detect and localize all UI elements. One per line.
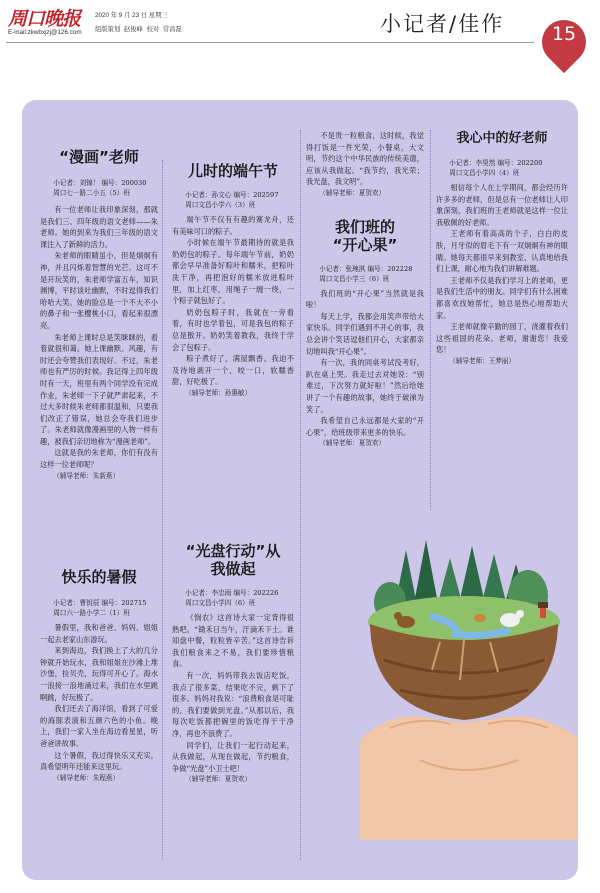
paragraph: 小时候在端午节最期待的就是我奶奶包的粽子。每年端午节前，奶奶都会早早准备好粽叶和糯米，把粽叶洗干净，再把泡好的糯米放进粽叶里，加上红枣，用绳子一缠一绕，一个粽子就包好了。 (172, 238, 294, 306)
article-title-part: 我们班的 (334, 217, 395, 236)
masthead-logo: 周口晚报 (8, 8, 81, 30)
article-title-part: “光盘行动”从 (185, 542, 281, 560)
paragraph: 这个暑假，我过得快乐又充实，真希望明年还能来这里玩。 (40, 750, 158, 772)
article-clean-plate (172, 542, 294, 786)
paragraph: 来到海边，我们换上了大的几分钟就开始玩水，我和姐姐在沙滩上堆沙堡，捡贝壳，玩得可开心了。海水一浪接一浪地涌过来，我们在水里跳啊跳，好玩极了。 (40, 646, 158, 702)
author-line: 小记者：张琬淇 编号：202228 (319, 264, 413, 273)
page-header (0, 0, 600, 52)
paragraph: 《悯农》这首诗大家一定背得很熟吧。“锄禾日当午，汗滴禾下土。谁知盘中餐，粒粒皆辛苦。”这首诗告诉我们粮食来之不易，我们要珍惜粮食。 (172, 613, 294, 669)
article-title: 快乐的暑假 (61, 568, 137, 586)
paragraph: 粽子煮好了，满屋飘香。我迫不及待地剥开一个，咬一口，软糯香甜，好吃极了。 (172, 354, 294, 387)
column-divider (300, 130, 301, 860)
hands (360, 716, 578, 840)
article-happy-summer (40, 568, 158, 784)
paragraph: 王老师有着高高的个子，白白的皮肤，月牙似的眉毛下有一双炯炯有神的眼睛。她每天都很早来到教室，认真地给我们上课，耐心地为我们讲解难题。 (436, 229, 568, 274)
staff-credits: 组版策划 赵俊峰 校对 常昌磊 (95, 26, 182, 33)
advisor-credit: （辅导老师：夏贺欢） (185, 775, 252, 784)
article-title (40, 148, 158, 166)
paragraph: 有一次，妈妈带我去饭店吃饭，我点了很多菜，结果吃不完，剩下了很多。妈妈对我说：“浪费粮食是可耻的，我们要做到光盘。”从那以后，我每次吃饭都把碗里的饭吃得干干净净，再也不浪费了。 (172, 670, 294, 738)
advisor-credit: （辅导老师：朱程燕） (53, 773, 120, 782)
paragraph: 有一位老师让我印象深刻，那就是我们三、四年级的语文老师——朱老师。她的到来为我们三年级的语文课注入了新鲜的活力。 (40, 205, 158, 249)
paragraph: 王老师不仅是我们学习上的老师，更是我们生活中的朋友。同学们有什么困难都喜欢找她帮忙，她总是热心地帮助大家。 (436, 275, 568, 320)
column-divider (430, 130, 431, 550)
article-title-part: 老师 (108, 148, 139, 166)
author-line: 小记者：孙文心 编号：202597 (185, 191, 279, 199)
advisor-credit: （辅导老师：孙惠敏） (185, 388, 252, 397)
section-title: 小记者/佳作 (380, 12, 505, 36)
paragraph: 我们还去了海洋馆，看到了可爱的海豚表演和五颜六色的小鱼。晚上，我们一家人坐在海边看星星，听爸爸讲故事。 (40, 704, 158, 748)
paragraph: 我们班的“开心果”当然就是我啦！ (306, 288, 424, 310)
author-line: 小记者：李昊然 编号：202200 (449, 159, 543, 167)
paragraph: 有一次，我的同桌考试没考好，趴在桌上哭。我走过去对她说：“别难过，下次努力就好啦！”然后给她讲了一个有趣的故事，她终于破涕为笑了。 (306, 358, 424, 414)
paragraph: 同学们，让我们一起行动起来，从我做起，从现在做起，节约粮食，争做“光盘”小卫士吧！ (172, 740, 294, 773)
author-line: 小记者：曹钥辰 编号：202715 (53, 599, 147, 607)
article-title (306, 218, 424, 254)
school-line: 周口七一路二小五（5）班 (53, 189, 130, 197)
article-title: 我心中的好老师 (456, 131, 548, 146)
author-line: 小记者：刘锦！ 编号：200030 (53, 179, 147, 187)
contact-email[interactable]: E-mail:zkwbxjzj@126.com (8, 29, 82, 36)
article-title: 儿时的端午节 (187, 162, 278, 180)
paragraph: 朱老师上课时总是笑眯眯的，看着就很和蔼。她上课幽默、风趣，有时还会夸赞我们表现好。不过，朱老师也有严厉的时候。我记得上四年级时有一天，班里有两个同学没有完成作业，朱老师一下子就严肃起来，不过大多时候朱老师都很温和，只要我们改正了错误，她总会夸我们进步了。朱老师就像漫画里的人物一样有趣，被我们亲切地称为“漫画老师”。 (40, 332, 158, 446)
school-line: 周口文昌小学三（6）班 (319, 274, 390, 283)
paragraph: 暑假里，我和爸爸、妈妈、姐姐一起去老家山东游玩。 (40, 623, 158, 644)
article-title-part: 我做起 (210, 560, 256, 578)
page-number: 15 (551, 23, 577, 45)
paragraph: 这就是我的朱老师，你们有没有这样一位老师呢？ (40, 448, 158, 470)
paragraph: 不是贵一粒粮食，这时候，我觉得打饭是一件光荣，小餐桌，大文明，节约这个中华民族的传统美德，应该从我做起。“我节约，我光荣；我光盘，我文明”。 (306, 131, 424, 187)
paragraph: 朱老师的眼睛虽小，但是炯炯有神，并且闪烁着智慧的光芒。这可不是开玩笑的，朱老师学富五车，知识渊博，平时谈吐幽默，不时逗得我们哈哈大笑。她的脸总是一个不大不小的鼻子和一张樱桃小口，看起来很漂亮。 (40, 251, 158, 330)
paragraph: 我希望自己永远都是大家的“开心果”，给班级带来更多的快乐。 (306, 416, 424, 437)
header-rule (6, 42, 534, 43)
article-dragon-boat (172, 162, 294, 400)
advisor-credit: （辅导老师：朱新燕） (53, 471, 120, 480)
article-manhua-teacher (40, 148, 158, 482)
school-line: 周口文昌小学四（4）班 (449, 169, 520, 177)
article-happy-kid (306, 130, 424, 450)
article-title-part: “开心果” (332, 235, 398, 254)
hands-holding-earth-illustration (360, 510, 578, 840)
paragraph: 奶奶包粽子时，我就在一旁看着，有时也学着包，可是我包的粽子总是散开。奶奶笑着教我，我终于学会了包粽子。 (172, 307, 294, 352)
author-line: 小记者：李忠雨 编号：202226 (185, 589, 279, 597)
article-good-teacher (436, 130, 568, 368)
paragraph: 相信每个人在上学期间，都会经历许许多多的老师，但是总有一位老师让人印象深刻，我们班的王老师就是这样一位让我敬佩的好老师。 (436, 183, 568, 227)
article-title (172, 542, 294, 578)
paragraph: 每天上学，我都会用笑声带给大家快乐。同学们遇到不开心的事，我总会讲个笑话逗他们开心，大家都亲切地叫我“开心果”。 (306, 311, 424, 356)
column-divider (162, 160, 163, 860)
advisor-credit: （辅导老师：王梦丽） (449, 356, 516, 365)
school-line: 周口六一路小学二（1）班 (53, 609, 130, 617)
paragraph: 王老师就像辛勤的园丁，浇灌着我们这些祖国的花朵。老师，谢谢您！我爱您！ (436, 322, 568, 355)
advisor-credit: （辅导老师：夏贺欢） (319, 439, 386, 448)
school-line: 周口文昌小学六（3）班 (185, 201, 256, 209)
issue-date: 2020 年 9 月 23 日 星期三 (95, 12, 168, 19)
article-title-part: “漫画” (59, 148, 109, 166)
advisor-credit: （辅导老师：夏贺欢） (319, 188, 386, 197)
school-line: 周口文昌小学四（6）班 (185, 599, 256, 607)
paragraph: 端午节不仅有有趣的赛龙舟，还有美味可口的粽子。 (172, 215, 294, 236)
